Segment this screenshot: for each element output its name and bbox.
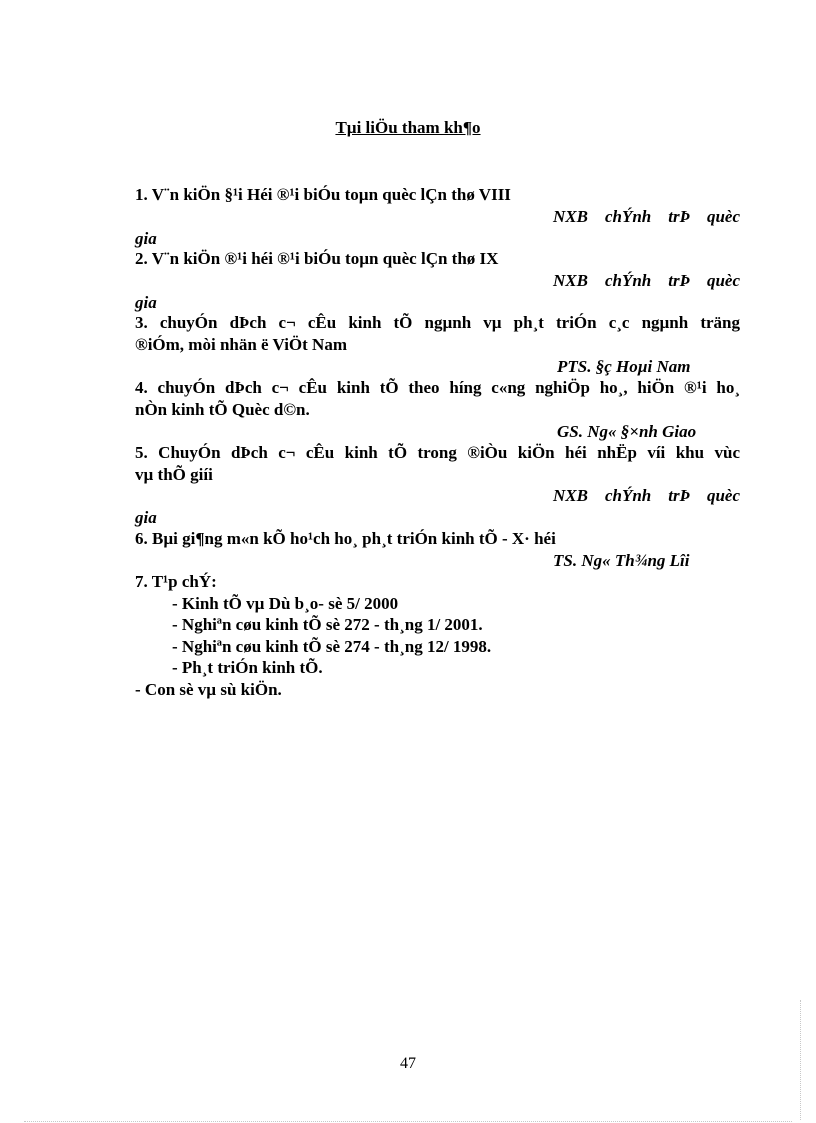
reference-source-6: TS. Ng« Th¾ng Lîi <box>553 551 690 570</box>
reference-item-1: 1. V¨n kiÖn §¹i Héi ®¹i biÓu toµn quèc lÇn thø VIII <box>135 185 511 204</box>
reference-item-6: 6. Bµi gi¶ng m«n kÕ ho¹ch ho¸ ph¸t triÓn kinh tÕ - X· héi <box>135 529 556 548</box>
reference-source-3: PTS. §ç Hoµi Nam <box>557 357 691 376</box>
page-edge-divider <box>800 1000 801 1120</box>
reference-item-4-line-1: 4. chuyÓn dÞch c¬ cÊu kinh tÕ theo híng c«ng nghiÖp ho¸, hiÖn ®¹i ho¸ <box>135 378 740 397</box>
reference-item-5-line-2: vµ thÕ giíi <box>135 465 213 484</box>
journals-title: 7. T¹p chÝ: <box>135 572 217 591</box>
reference-last-line: - Con sè vµ sù kiÖn. <box>135 680 282 699</box>
reference-item-5-line-1: 5. ChuyÓn dÞch c¬ cÊu kinh tÕ trong ®iÒu kiÖn héi nhËp víi khu vùc <box>135 443 740 462</box>
page-heading: Tµi liÖu tham kh¶o <box>335 118 481 137</box>
reference-source-continuation-2: gia <box>135 293 157 312</box>
reference-source-continuation-5: gia <box>135 508 157 527</box>
reference-source-1: NXB chÝnh trÞ quèc <box>553 207 740 226</box>
page-bottom-divider <box>24 1121 792 1122</box>
reference-item-2: 2. V¨n kiÖn ®¹i héi ®¹i biÓu toµn quèc lÇn thø IX <box>135 249 499 268</box>
reference-source-2: NXB chÝnh trÞ quèc <box>553 271 740 290</box>
reference-source-5: NXB chÝnh trÞ quèc <box>553 486 740 505</box>
page-number: 47 <box>400 1055 416 1072</box>
reference-item-3-line-2: ®iÓm, mòi nhän ë ViÖt Nam <box>135 335 347 354</box>
reference-item-3-line-1: 3. chuyÓn dÞch c¬ cÊu kinh tÕ ngµnh vµ ph¸t triÓn c¸c ngµnh träng <box>135 313 740 332</box>
journal-entry: - Nghiªn cøu kinh tÕ sè 272 - th¸ng 1/ 2001. <box>172 615 483 634</box>
journal-entry: - Kinh tÕ vµ Dù b¸o- sè 5/ 2000 <box>172 594 399 613</box>
journal-entry: - Ph¸t triÓn kinh tÕ. <box>172 658 323 677</box>
journal-entry: - Nghiªn cøu kinh tÕ sè 274 - th¸ng 12/ 1998. <box>172 637 492 656</box>
reference-source-4: GS. Ng« §×nh Giao <box>557 422 697 441</box>
reference-item-4-line-2: nÒn kinh tÕ Quèc d©n. <box>135 400 310 419</box>
reference-source-continuation-1: gia <box>135 229 157 248</box>
